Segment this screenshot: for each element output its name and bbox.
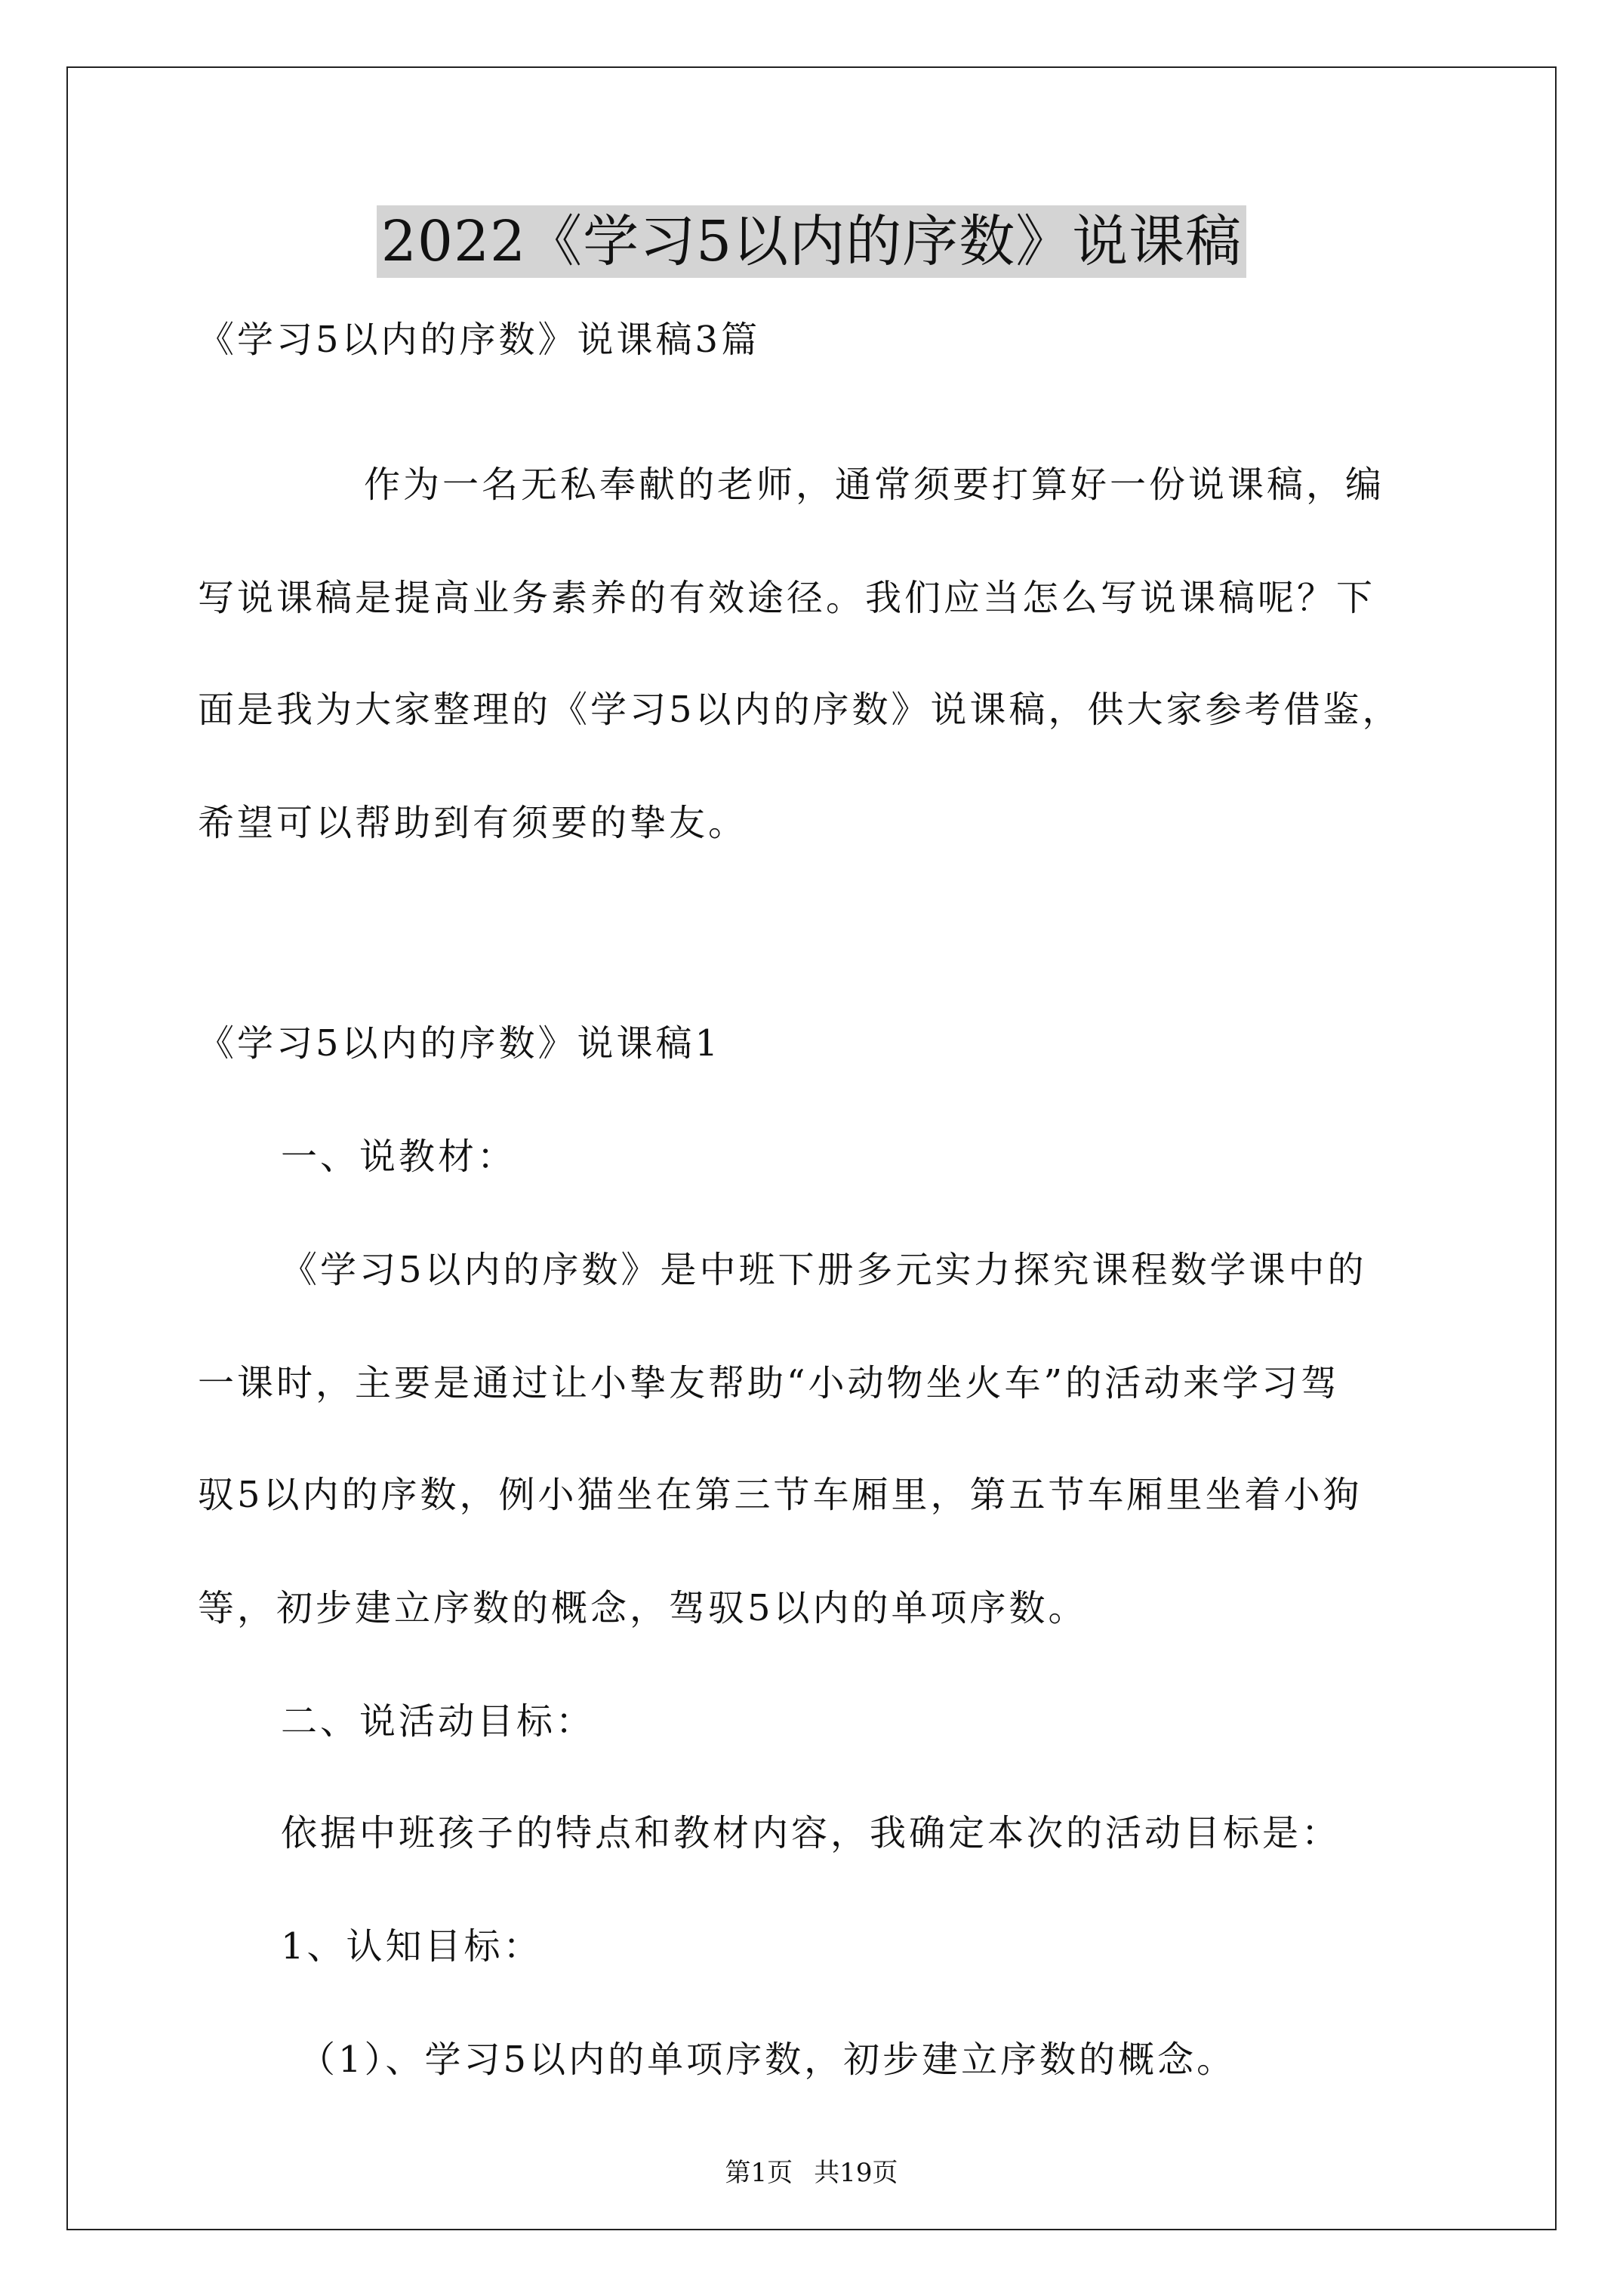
heading-teaching-material: 一、说教材： (281, 1136, 517, 1178)
intro-line: 作为一名无私奉献的老师，通常须要打算好一份说课稿，编 (364, 464, 1385, 506)
document-title: 2022《学习5以内的序数》说课稿 (377, 205, 1246, 278)
section-title: 《学习5以内的序数》说课稿1 (198, 1022, 722, 1065)
intro-line: 希望可以帮助到有须要的挚友。 (198, 802, 748, 844)
paragraph-line: 驭5以内的序数，例小猫坐在第三节车厢里，第五节车厢里坐着小狗 (198, 1474, 1363, 1516)
page-footer (0, 2156, 1623, 2190)
heading-cognitive-goals: 1、认知目标： (281, 1925, 543, 1968)
title-container (0, 205, 1623, 278)
page-number: 第1页 (725, 2158, 793, 2188)
intro-line: 面是我为大家整理的《学习5以内的序数》说课稿，供大家参考借鉴， (198, 689, 1402, 731)
paragraph-line: 依据中班孩子的特点和教材内容，我确定本次的活动目标是： (281, 1812, 1341, 1854)
document-subtitle: 《学习5以内的序数》说课稿3篇 (198, 319, 761, 361)
paragraph-line: 《学习5以内的序数》是中班下册多元实力探究课程数学课中的 (281, 1249, 1367, 1291)
page-total: 共19页 (814, 2158, 898, 2188)
paragraph-line: 等，初步建立序数的概念，驾驭5以内的单项序数。 (198, 1587, 1088, 1629)
paragraph-line: （1）、学习5以内的单项序数，初步建立序数的概念。 (299, 2039, 1236, 2081)
intro-line: 写说课稿是提高业务素养的有效途径。我们应当怎么写说课稿呢？下 (198, 577, 1376, 619)
paragraph-line: 一课时，主要是通过让小挚友帮助“小动物坐火车”的活动来学习驾 (198, 1362, 1341, 1404)
heading-activity-goals: 二、说活动目标： (281, 1700, 596, 1743)
